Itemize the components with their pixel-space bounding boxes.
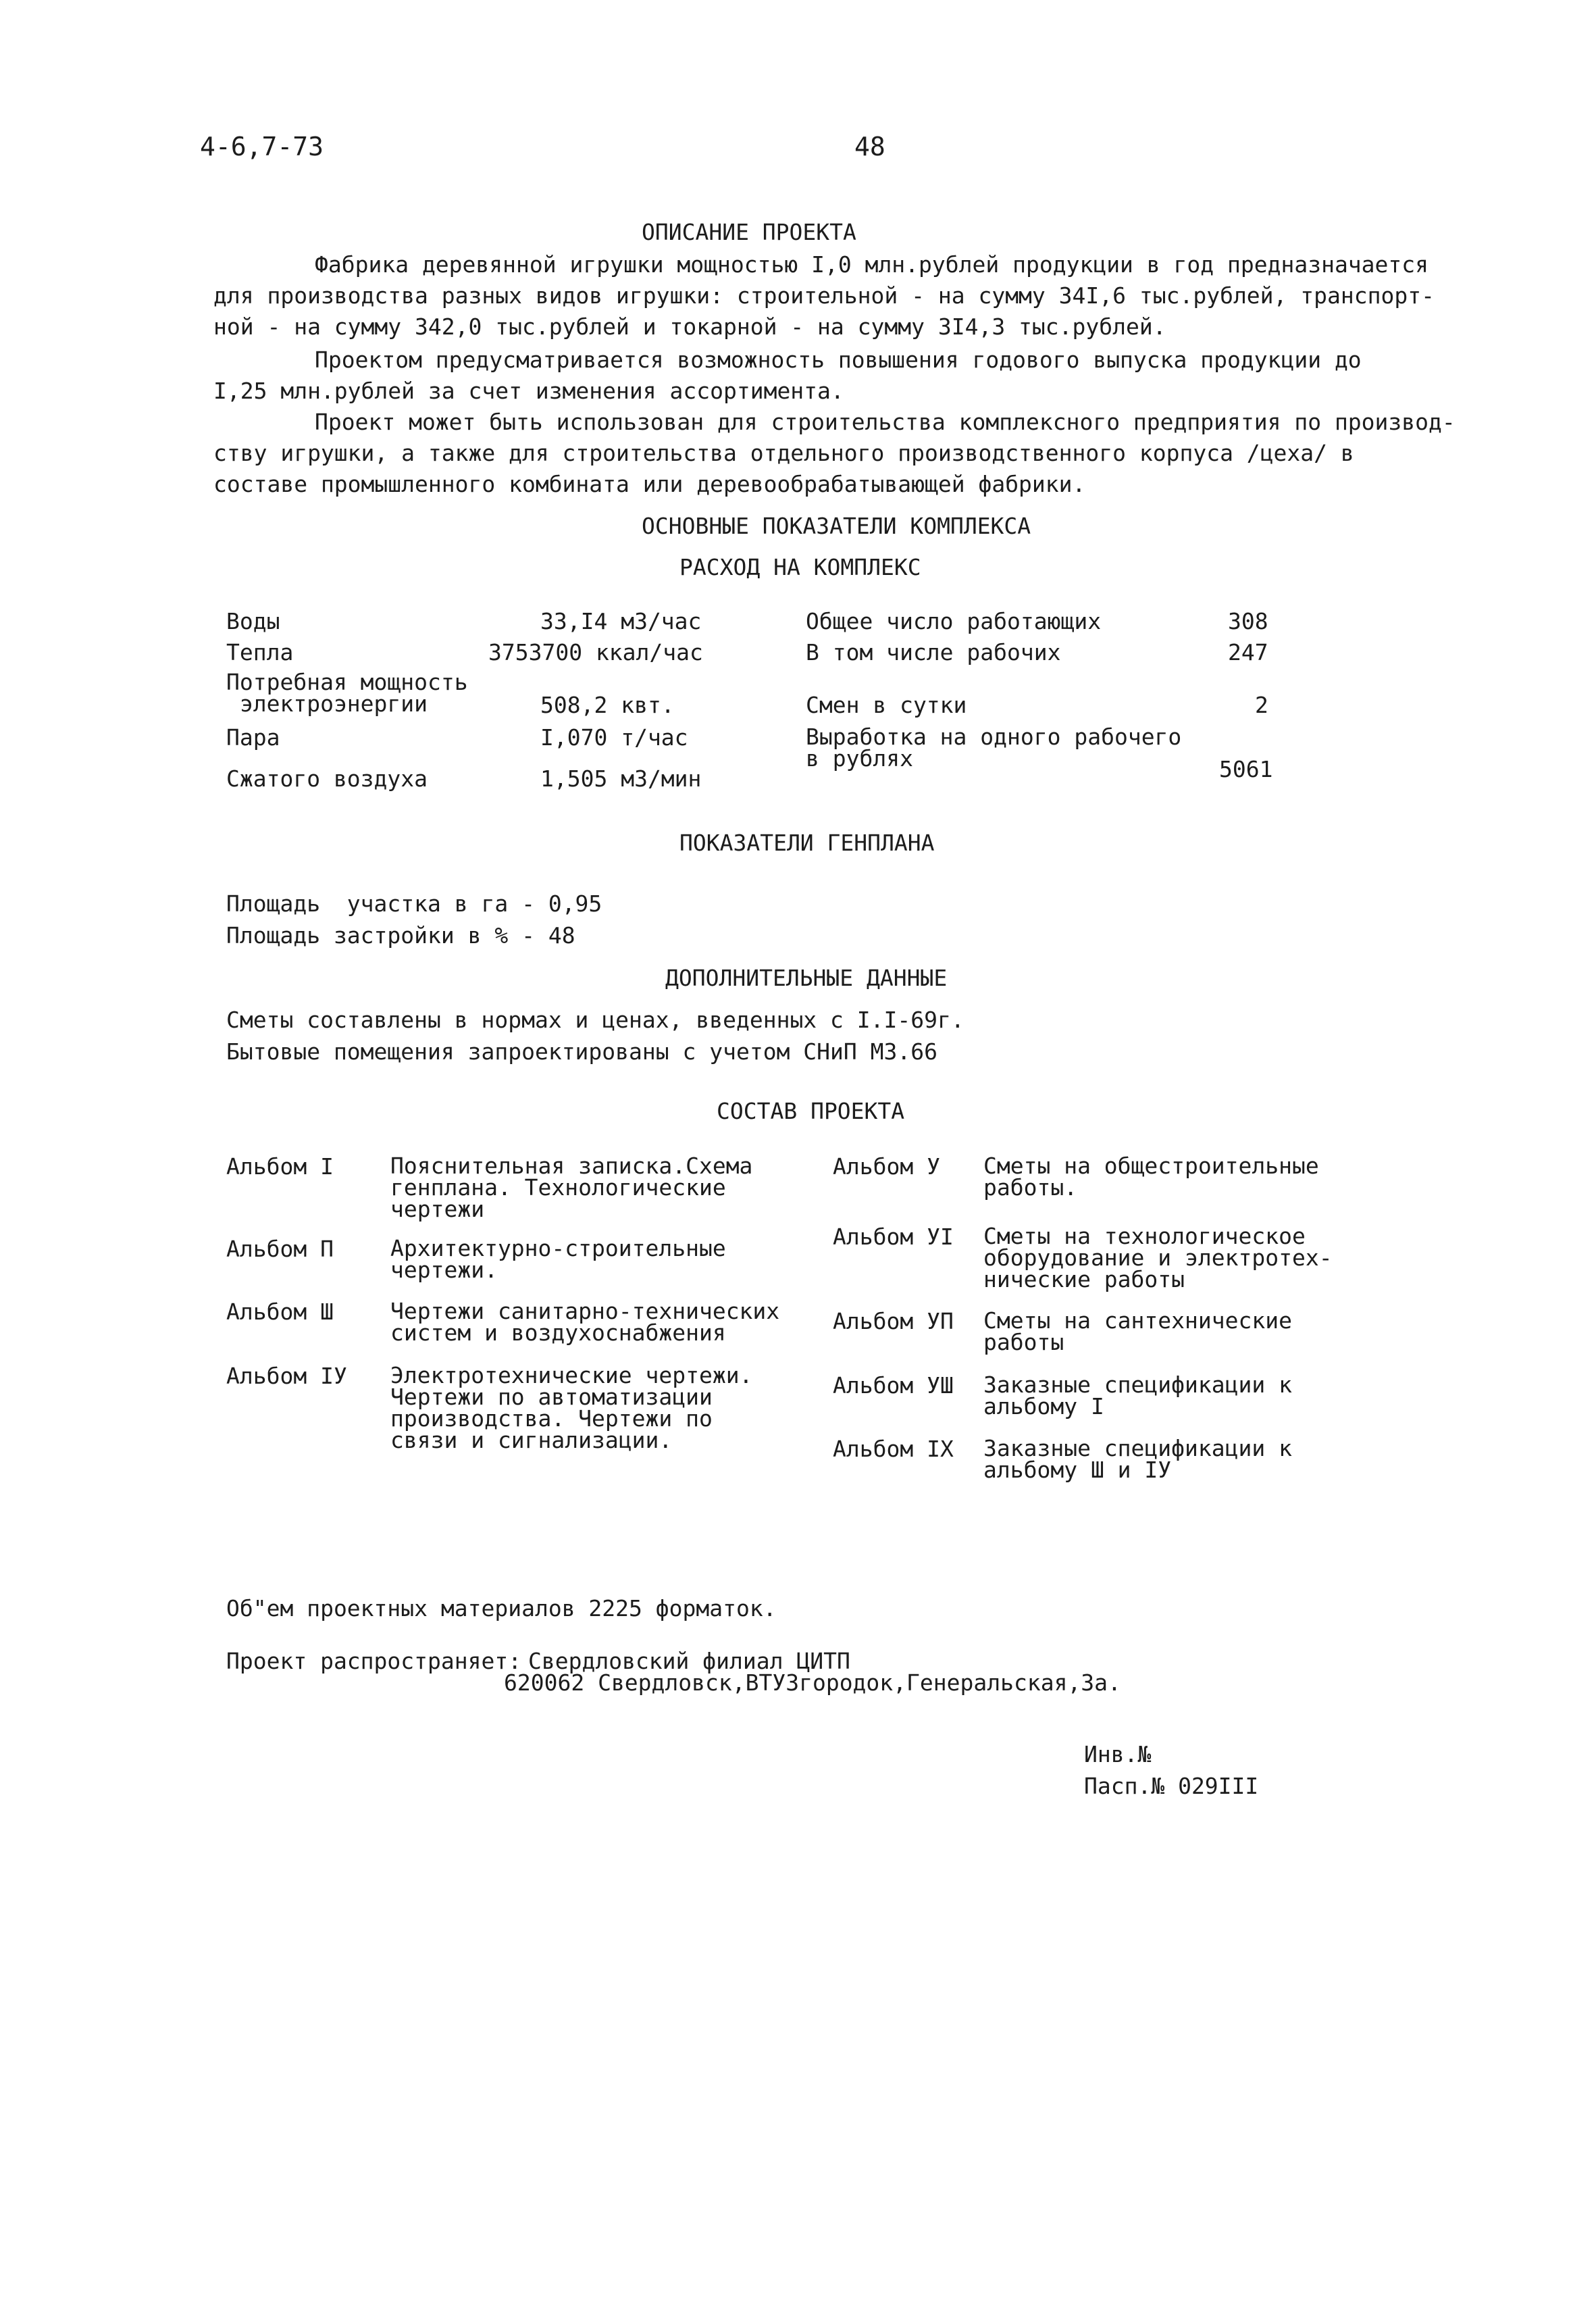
inventory-number: Инв.№ [1084,1741,1152,1767]
album-description: Заказные спецификации к альбому I [983,1372,1292,1419]
genplan-line: Площадь участка в га - 0,95 [226,890,602,917]
album-description: Сметы на общестроительные работы. [983,1153,1319,1201]
album-name: Альбом У [833,1153,940,1180]
album-name: Альбом IX [833,1436,954,1462]
page-number: 48 [854,132,885,161]
album-description: Сметы на технологическое оборудование и электротех- нические работы [983,1223,1333,1292]
indicator-value: 1,505 м3/мин [540,765,702,792]
consumption-subtitle: РАСХОД НА КОМПЛЕКС [679,554,921,580]
description-line: для производства разных видов игрушки: строительной - на сумму 34I,6 тыс.рублей, транспорт- [213,282,1435,309]
indicator-value: 5061 [1219,756,1273,782]
album-description: Электротехнические чертежи. Чертежи по автоматизации производства. Чертежи по связи и сигнализации. [390,1362,753,1453]
indicator-label: Тепла [226,639,294,665]
indicator-label: Выработка на одного рабочего в рублях [806,724,1182,772]
distributor-address: 620062 Свердловск,ВТУЗгородок,Генеральская,3а. [504,1669,1121,1696]
description-line: Фабрика деревянной игрушки мощностью I,0 млн.рублей продукции в год предназначается [315,251,1429,278]
additional-line: Бытовые помещения запроектированы с учетом СНиП М3.66 [226,1038,937,1065]
indicator-label: Сжатого воздуха [226,765,428,792]
album-name: Альбом УП [833,1308,954,1334]
indicator-value: 33,I4 м3/час [540,608,702,634]
composition-title: СОСТАВ ПРОЕКТА [717,1098,905,1124]
indicator-label: Общее число работающих [806,608,1102,634]
genplan-line: Площадь застройки в % - 48 [226,922,575,949]
album-description: Архитектурно-строительные чертежи. [390,1235,726,1283]
indicator-value: 247 [1228,639,1268,665]
additional-title: ДОПОЛНИТЕЛЬНЫЕ ДАННЫЕ [665,965,948,991]
indicator-value: 3753700 ккал/час [488,639,703,665]
materials-volume: Об"ем проектных материалов 2225 форматок. [226,1595,777,1621]
distributor-label: Проект распространяет: [226,1648,522,1674]
description-title: ОПИСАНИЕ ПРОЕКТА [642,219,856,245]
album-name: Альбом I [226,1153,334,1180]
album-name: Альбом IУ [226,1363,347,1389]
album-name: Альбом Ш [226,1299,334,1325]
album-description: Сметы на сантехнические работы [983,1307,1292,1355]
indicator-label: Смен в сутки [806,692,967,718]
description-line: ной - на сумму 342,0 тыс.рублей и токарной - на сумму 3I4,3 тыс.рублей. [213,313,1166,340]
album-name: Альбом УШ [833,1372,954,1399]
album-description: Заказные спецификации к альбому Ш и IУ [983,1435,1292,1483]
indicator-value: 2 [1255,692,1268,718]
description-line: ству игрушки, а также для строительства отдельного производственного корпуса /цеха/ в [213,440,1354,466]
album-name: Альбом УI [833,1224,954,1250]
indicator-value: I,070 т/час [540,724,688,751]
indicator-label: В том числе рабочих [806,639,1061,665]
genplan-title: ПОКАЗАТЕЛИ ГЕНПЛАНА [679,830,935,856]
additional-line: Сметы составлены в нормах и ценах, введенных с I.I-69г. [226,1007,964,1033]
album-description: Чертежи санитарно-технических систем и воздухоснабжения [390,1298,780,1346]
indicator-label: Воды [226,608,280,634]
indicator-label: Потребная мощность электроэнергии [226,669,468,717]
description-line: Проектом предусматривается возможность повышения годового выпуска продукции до [315,347,1362,373]
indicator-value: 508,2 квт. [540,692,675,718]
description-line: составе промышленного комбината или деревообрабатывающей фабрики. [213,471,1086,497]
description-line: I,25 млн.рублей за счет изменения ассортимента. [213,378,844,404]
document-code: 4-6,7-73 [200,132,324,161]
distributor-name: Свердловский филиал ЦИТП [528,1648,850,1674]
indicators-title: ОСНОВНЫЕ ПОКАЗАТЕЛИ КОМПЛЕКСА [642,513,1031,539]
indicator-value: 308 [1228,608,1268,634]
passport-number: Пасп.№ 029III [1084,1773,1259,1799]
indicator-label: Пара [226,724,280,751]
album-description: Пояснительная записка.Схема генплана. Технологические чертежи [390,1153,753,1222]
description-line: Проект может быть использован для строительства комплексного предприятия по производ- [315,409,1456,435]
album-name: Альбом П [226,1236,334,1262]
